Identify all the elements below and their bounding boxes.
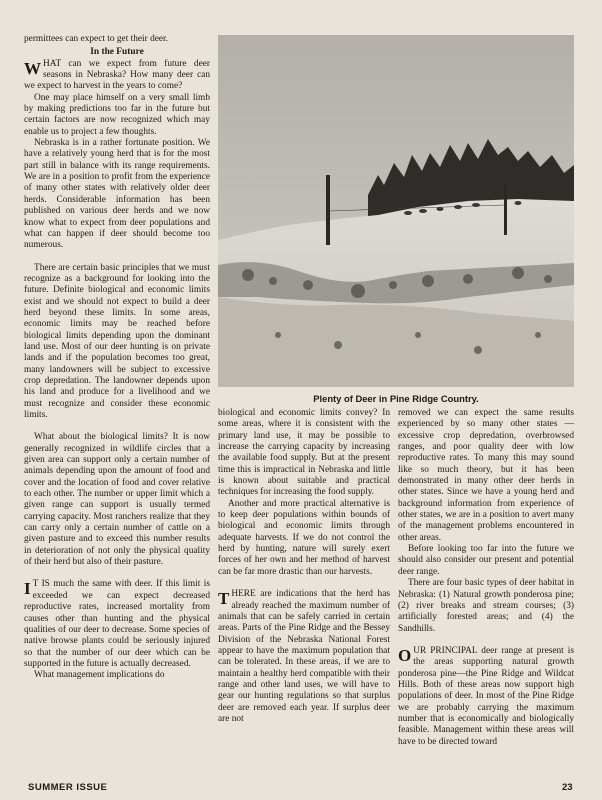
paragraph-text: HAT can we expect from future deer seasons in Nebraska? How many deer can we expect to harvest in the years to come? (24, 58, 210, 92)
paragraph: permittees can expect to get their deer. (24, 34, 168, 44)
paragraph: There are four basic types of deer habitat in Nebraska: (1) Natural growth ponderosa pine; (2) river breaks and stream courses; (3) artificially forested areas; and (4) the Sandhills. (398, 578, 574, 634)
paragraph: What management implications do (34, 670, 165, 681)
paragraph (24, 59, 210, 93)
paragraph: Before looking too far into the future we should also consider our present and potential deer range. (398, 544, 574, 577)
paragraph: Nebraska is in a rather fortunate position. We have a relatively young herd that is for the most part still in balance with its range requirements. We are in a position to profit from the experience of many other states with relatively older deer herds. Considerable information has been published on various deer herds and we now know what to expect from deer populations and what can happen if deer should become too numerous. (24, 138, 210, 251)
text-column-3 (398, 408, 574, 748)
paragraph: biological and economic limits convey? In some areas, where it is consistent with the primary land use, it may be possible to increase the carrying capacity by increasing the available food supply. But at the present time this is impractical in Nebraska and little is known about suitable and practical techniques for increasing the food supply. (218, 408, 390, 498)
paragraph (398, 646, 574, 748)
paragraph-text: HERE are indications that the herd has already reached the maximum number of animals that can be safely carried in certain areas. Parts of the Pine Ridge and the Bessey Division of the Nebraska National Forest appear to have the maximum population that can be tolerated. In these areas, if we are to maintain a healthy herd compatible with their range and other land uses, we will have to gear our hunting regulations so that surplus deer are removed each year. If surplus deer are not (218, 589, 390, 724)
text-column-1 (24, 34, 210, 682)
text-column-2 (218, 408, 390, 725)
paragraph: Another and more practical alternative is to keep deer populations within bounds of biological and economic limits through adequate harvests. If we do not control the herd by hunting, nature will surely exert forces of her own and her method of harvest can be far more drastic than our harvests. (218, 498, 390, 577)
paragraph-text: UR PRINCIPAL deer range at present is the areas supporting natural growth ponderosa pine—the Pine Ridge and Wildcat Hills. Both of these areas now support high populations of deer. In most of the Pine Ridge we are probably carrying the maximum number that is economically and biologically feasible. Management within these areas will have to be directed toward (398, 645, 574, 747)
photo-caption: Plenty of Deer in Pine Ridge Country. (313, 393, 479, 404)
drop-cap: W (24, 58, 41, 78)
drop-cap: T (218, 589, 230, 609)
paragraph: removed we can expect the same results experienced by so many other states — excessive crop depredation, overbrowsed ranges, and poor quality deer with low reproductive rates. To many this may sound like so much theory, but it has been demonstrated in many other deer herds in other states. Since we have a young herd and background information from experience of other states, we are in a position to avert many of the management problems encountered in other areas. (398, 408, 574, 543)
paragraph (218, 589, 390, 725)
section-heading: In the Future (90, 47, 144, 58)
paragraph: There are certain basic principles that we must recognize as a background for looking into the future. Definite biological and economic limits exist and we should not expect to build a deer herd beyond these limits. In some areas, economic limits may be reached before biological limits depending upon the dominant land use. Most of our deer hunting is on private lands and if the population becomes too great, many landowners will be subject to excessive crop depredation. The landowner depends upon his land and produce for a livelihood and we must recognize and consider these economic limits. (24, 262, 210, 420)
paragraph: What about the biological limits? It is now generally recognized in wildlife circles that a given area can support only a certain number of animals depending upon the amount of food and cover and the location of food and cover relative to each other. The number or upper limit which a given range can support is usually termed carrying capacity. Most ranchers realize that they can carry only a certain number of cattle on a given pasture and to exceed this number results in deterioration of not only the physical quality of their herd but also of their pasture. (24, 432, 210, 568)
issue-label: SUMMER ISSUE (28, 782, 108, 793)
paragraph-text: T IS much the same with deer. If this limit is exceeded we can expect decreased reproductive rates, increased mortality from causes other than hunting and the physical qualities of our deer to decrease. Some species of native browse plants could be seriously injured so that the number of our deer which can be supported in the future is actually decreased. (24, 579, 210, 669)
page-number: 23 (562, 782, 573, 793)
drop-cap: O (398, 645, 412, 665)
drop-cap: I (24, 579, 31, 599)
snowy-hillside-photo (218, 35, 574, 387)
paragraph (24, 579, 210, 670)
deer-photo (218, 35, 574, 387)
paragraph: One may place himself on a very small limb by making predictions too far in the future but certain factors are now recognized which may enable us to project a few thoughts. (24, 92, 210, 137)
